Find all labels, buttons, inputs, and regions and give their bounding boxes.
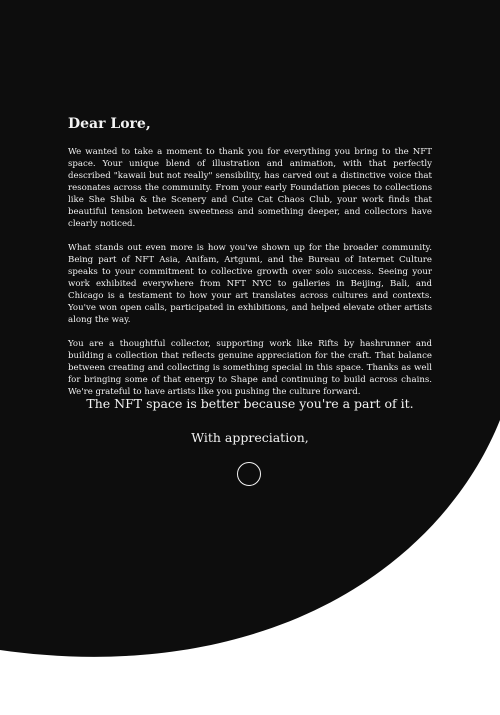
sign-off: With appreciation, — [191, 430, 309, 445]
salutation: Dear Lore, — [68, 116, 151, 132]
letter-body — [68, 116, 432, 410]
circle-logo-icon — [237, 462, 261, 486]
paragraph-3: You are a thoughtful collector, supporting work like Rifts by hashrunner and building a collection that reflects genuine appreciation for the craft. That balance between creating and collecting is something special in this space. Thanks as well for bringing some of that energy to Shape and continuing to build across chains. We're grateful to have artists like you pushing the culture forward. — [68, 339, 432, 397]
paragraph-2: What stands out even more is how you've shown up for the broader community. Being part of NFT Asia, Anifam, Artgumi, and the Bureau of Internet Culture speaks to your commitment to collective growth over solo success. Seeing your work exhibited everywhere from NFT NYC to galleries in Beijing, Bali, and Chicago is a testament to how your art translates across cultures and contexts. You've won open calls, participated in exhibitions, and helped elevate other artists along the way. — [68, 243, 432, 325]
paragraph-1: We wanted to take a moment to thank you for everything you bring to the NFT space. Your unique blend of illustration and animation, with that perfectly described "kawaii but not really" sensibility, has carved out a distinctive voice that resonates across the community. From your early Foundation pieces to collections like She Shiba & the Scenery and Cute Cat Chaos Club, your work finds that beautiful tension between sweetness and something deeper, and collectors have clearly noticed. — [68, 147, 432, 229]
closing-line: The NFT space is better because you're a part of it. — [86, 396, 414, 411]
